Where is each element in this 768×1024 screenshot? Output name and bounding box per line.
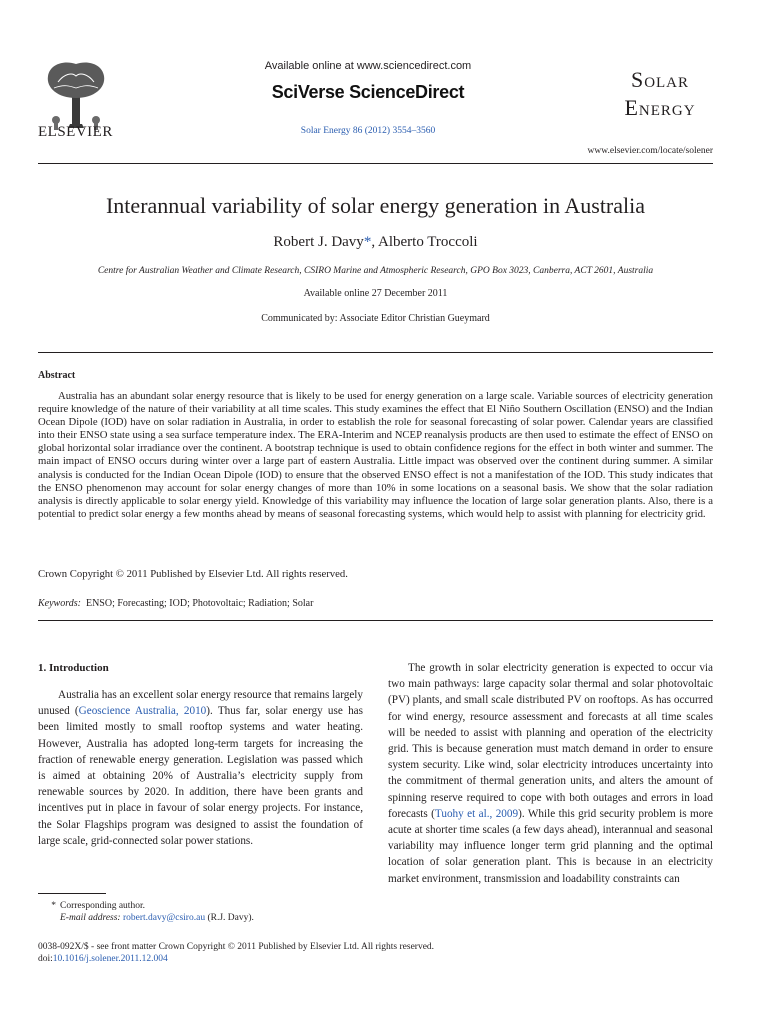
reference-link[interactable]: Geoscience Australia, 2010 — [78, 705, 207, 718]
communicated-by: Communicated by: Associate Editor Christian Gueymard — [261, 313, 490, 324]
abstract-bottom-divider — [38, 620, 713, 621]
email-suffix: (R.J. Davy). — [205, 913, 254, 923]
available-online-text: Available online at www.sciencedirect.com — [264, 60, 472, 72]
intro-paragraph-2: The growth in solar electricity generation is expected to occur via two main pathways: large capacity solar thermal and solar photovoltaic (PV) plants, and small scale distributed PV on rooftops. As has occurred for wind energy, resource assessment and forecasts at all time scales will be needed to assist with planning and operation of the electricity grid. This is because generation must match demand in order to ensure system security. Like wind, solar electricity introduces uncertainty into the commitment of thermal generation units, and alters the amount of spinning reserve required to cope with both outages and errors in load forecasts (Tuohy et al., 2009). While this grid security problem is more acute at shorter time scales (a few days ahead), interannual and seasonal variability may influence longer term grid planning and the optimal location of solar generation plant. This is because in an electricity market environment, transmission and loadability constraints can — [388, 662, 713, 885]
sciverse-logo-text: SciVerse ScienceDirect — [271, 82, 465, 102]
doi-link[interactable]: 10.1016/j.solener.2011.12.004 — [52, 954, 168, 964]
header-divider — [38, 163, 713, 164]
keywords — [38, 598, 313, 609]
footnote-star: * — [51, 901, 56, 911]
keywords-list: ENSO; Forecasting; IOD; Photovoltaic; Radiation; Solar — [85, 598, 314, 609]
article-title: Interannual variability of solar energy generation in Australia — [105, 193, 646, 218]
journal-citation[interactable]: Solar Energy 86 (2012) 3554–3560 — [300, 126, 436, 136]
journal-title-line2: Energy — [624, 95, 696, 120]
author-affiliation: Centre for Australian Weather and Climate Research, CSIRO Marine and Atmospheric Research, GPO Box 3023, Canberra, ACT 2601, Australia — [97, 266, 654, 276]
journal-url[interactable]: www.elsevier.com/locate/solener — [587, 146, 713, 156]
abstract-copyright: Crown Copyright © 2011 Published by Elsevier Ltd. All rights reserved. — [38, 568, 348, 580]
corresponding-footnote — [38, 900, 254, 924]
author-list — [38, 234, 713, 251]
doi-label: doi: — [38, 954, 53, 964]
author-name: Alberto Troccoli — [378, 234, 478, 250]
reference-link[interactable]: Tuohy et al., 2009 — [434, 807, 519, 820]
intro-paragraph-1: Australia has an excellent solar energy resource that remains largely unused (Geoscience Australia, 2010). Thus far, solar energy use has been limited mostly to small rooftop systems and water heating. However, Australia has adopted long-term targets for increasing the fraction of renewable energy generation. Legislation was passed which is aimed at obtaining 20% of Australia’s electricity supply from renewable sources by 2020. In addition, there have been grants and incentives put in place in favour of solar energy projects. For instance, the Solar Flagships program was designed to assist the foundation of large scale, grid-connected solar power stations. — [38, 689, 363, 847]
author-email-link[interactable]: robert.davy@csiro.au — [122, 913, 206, 923]
abstract-text: Australia has an abundant solar energy resource that is likely to be used for energy generation on a large scale. Variable sources of electricity generation require knowledge of the nature of their variability at all time scales. This study examines the effect that El Niño Southern Oscillation (ENSO) and the Indian Ocean Dipole (IOD) have on solar radiation in Australia, in order to establish the role for seasonal forecasting of solar power. Calendar years are classified into their ENSO state using a sea surface temperature index. The ERA-Interim and NCEP reanalysis products are then used to estimate the effect of ENSO on global horizontal solar irradiance over the continent. A bootstrap technique is used to obtain confidence regions for the effect in both winter and summer. The main impact of ENSO occurs during winter over a large part of eastern Australia. Little impact was observed over the continent during summer. A similar analysis is conducted for the Indian Ocean Dipole (IOD) to ensure that the observed ENSO effect is not a manifestation of the IOD. This study indicates that the ENSO phenomenon may account for solar energy changes of more than 10% in some locations on a seasonal basis. We show that the solar radiation analysis is directly applicable to solar energy yield. Knowledge of this variability may influence the location of large solar generation plants. Also, there is a potential to predict solar energy a few months ahead by means of seasonal forecasting systems, which would help to assist with planning for electricity grid. — [38, 390, 713, 520]
journal-title — [600, 66, 720, 122]
footnote-divider — [38, 893, 106, 894]
journal-title-line1: Solar — [630, 67, 690, 92]
author-separator: , — [371, 234, 378, 250]
keywords-label: Keywords: — [38, 598, 81, 609]
section-heading: 1. Introduction — [38, 662, 109, 674]
email-label: E-mail address: — [60, 913, 121, 923]
corresponding-author-mark[interactable]: * — [363, 234, 372, 250]
abstract-top-divider — [38, 352, 713, 353]
abstract-heading: Abstract — [38, 370, 76, 381]
available-date: Available online 27 December 2011 — [303, 288, 448, 299]
issn-line: 0038-092X/$ - see front matter Crown Copyright © 2011 Published by Elsevier Ltd. All rights reserved. — [38, 942, 435, 952]
author-name: Robert J. Davy — [273, 234, 364, 250]
publisher-name: ELSEVIER — [38, 124, 113, 140]
footnote-corresponding: Corresponding author. — [60, 901, 145, 911]
front-matter — [38, 941, 434, 965]
